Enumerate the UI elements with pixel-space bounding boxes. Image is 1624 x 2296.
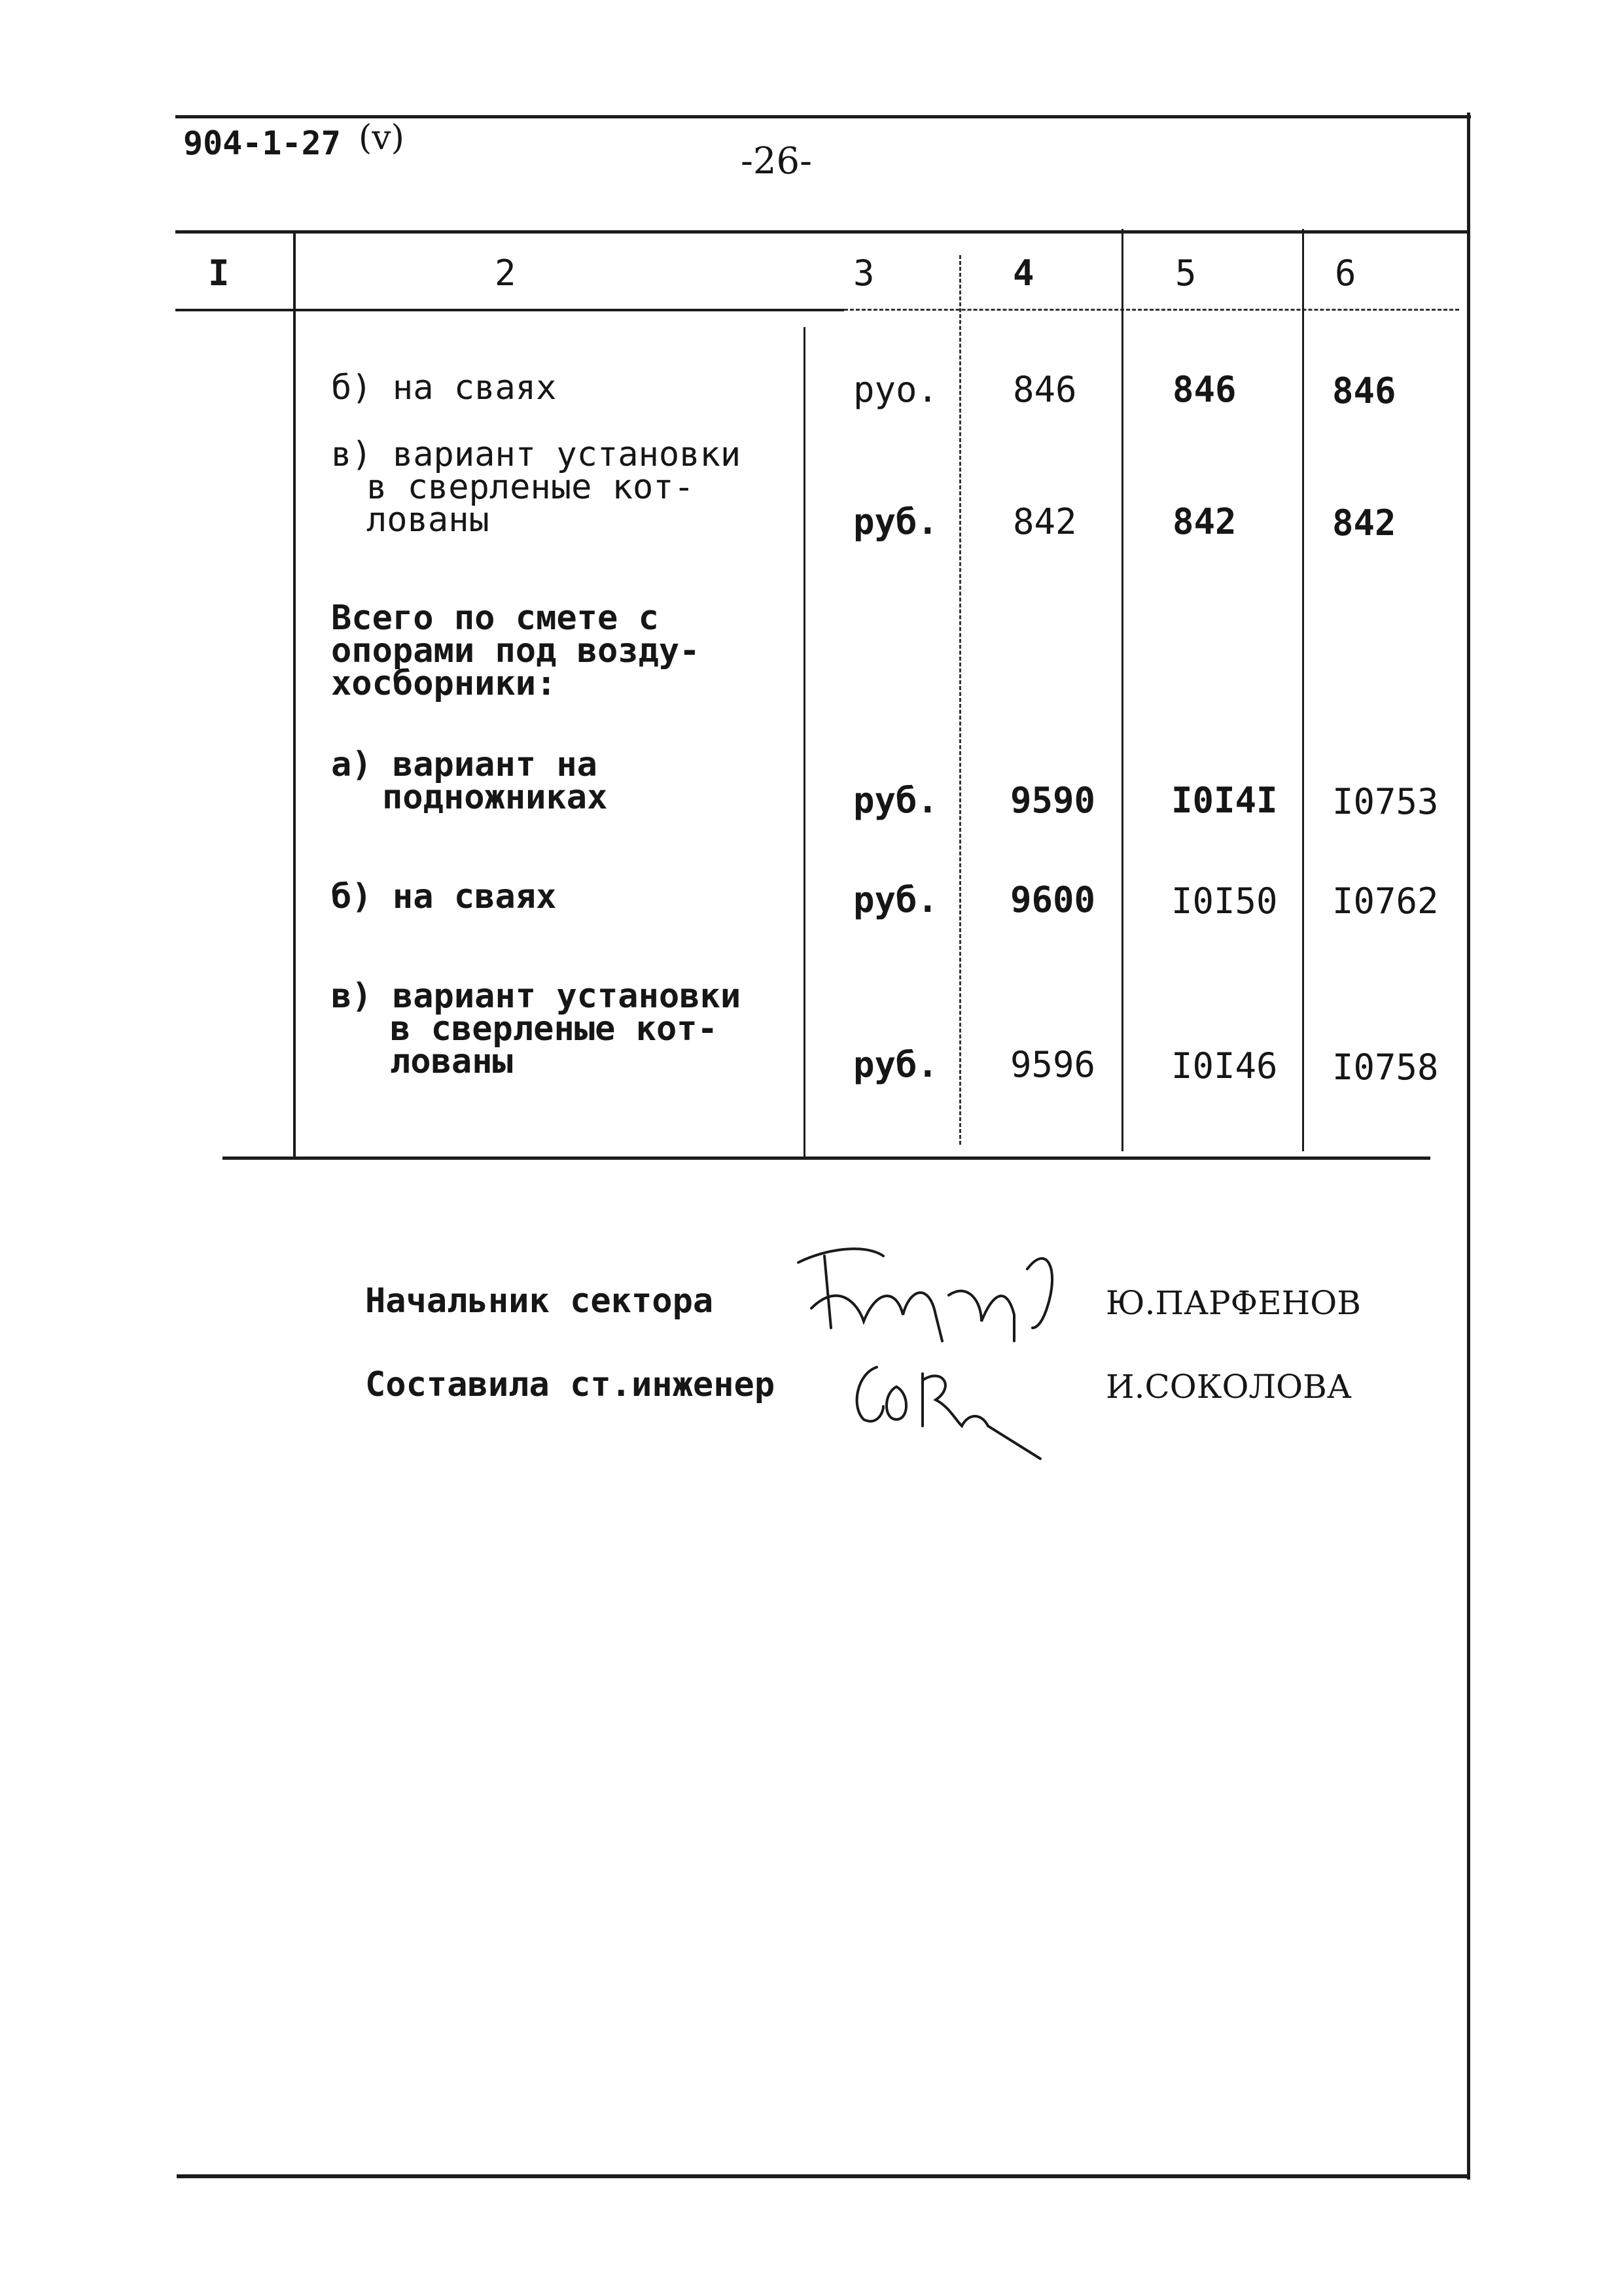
total-heading-line-2: опорами под возду- [331,631,700,670]
col-divider-1 [293,230,296,1159]
table-header-top-line [175,230,1470,234]
row2-col5: 842 [1173,501,1237,542]
col-header-2: 2 [495,252,516,294]
col-header-6: 6 [1335,252,1356,294]
total-c-desc-line-1: в) вариант установки [331,977,741,1016]
total-a-col4: 9590 [1010,780,1096,821]
signature-name-2: И.СОКОЛОВА [1106,1368,1352,1406]
total-a-desc-line-2: подножниках [382,778,608,817]
total-b-col4: 9600 [1010,879,1096,920]
col-header-1: I [208,252,230,294]
row1-col6: 846 [1332,370,1396,411]
col-header-4: 4 [1013,252,1034,294]
right-border [1467,113,1470,2180]
row1-col5: 846 [1173,369,1237,410]
table-header-bottom-line-a [175,309,844,311]
signature-role-2: Составила ст.инженер [365,1365,775,1404]
col-divider-2 [803,327,805,1159]
table-header-bottom-line-b [844,309,1459,311]
doc-code: 904-1-27 [183,124,341,162]
row1-col4: 846 [1013,369,1077,410]
total-c-col6: I0758 [1332,1047,1439,1088]
row1-desc-line-1: б) на сваях [331,368,557,408]
col-header-3: 3 [853,252,875,294]
total-heading-line-1: Всего по смете с [331,599,659,638]
total-b-col5: I0I50 [1171,880,1278,922]
signature-scribble-1 [785,1230,1073,1361]
row2-desc-line-2: в сверленые кот- [366,468,694,507]
col-divider-3 [959,255,961,1145]
total-heading-line-3: хосборники: [331,664,557,703]
signature-name-1: Ю.ПАРФЕНОВ [1106,1284,1362,1322]
row2-col6: 842 [1332,502,1396,544]
total-a-col5: I0I4I [1171,780,1278,821]
total-b-col6: I0762 [1332,880,1439,922]
doc-suffix: (v) [359,118,404,158]
row2-desc-line-3: лованы [366,500,489,540]
total-c-desc-line-3: лованы [390,1042,513,1081]
col-divider-5 [1302,229,1304,1151]
total-b-desc-line-1: б) на сваях [331,877,557,916]
total-c-desc-line-2: в сверленые кот- [390,1009,718,1049]
signature-role-1: Начальник сектора [365,1281,714,1321]
row2-col4: 842 [1013,501,1077,542]
total-a-col6: I0753 [1332,781,1439,822]
total-a-unit: руб. [853,780,939,821]
row2-desc-line-1: в) вариант установки [331,435,741,474]
table-bottom-line [222,1157,1430,1160]
row1-unit: руо. [853,369,939,410]
total-a-desc-line-1: а) вариант на [331,745,597,784]
total-c-unit: руб. [853,1044,939,1085]
total-c-col4: 9596 [1010,1044,1096,1085]
total-c-col5: I0I46 [1171,1045,1278,1087]
col-header-5: 5 [1175,252,1197,294]
page-number: -26- [741,140,813,183]
col-divider-4 [1121,229,1123,1151]
total-b-unit: руб. [853,879,939,920]
signature-scribble-2 [844,1348,1067,1478]
row2-unit: руб. [853,501,939,542]
bottom-border [177,2174,1470,2178]
